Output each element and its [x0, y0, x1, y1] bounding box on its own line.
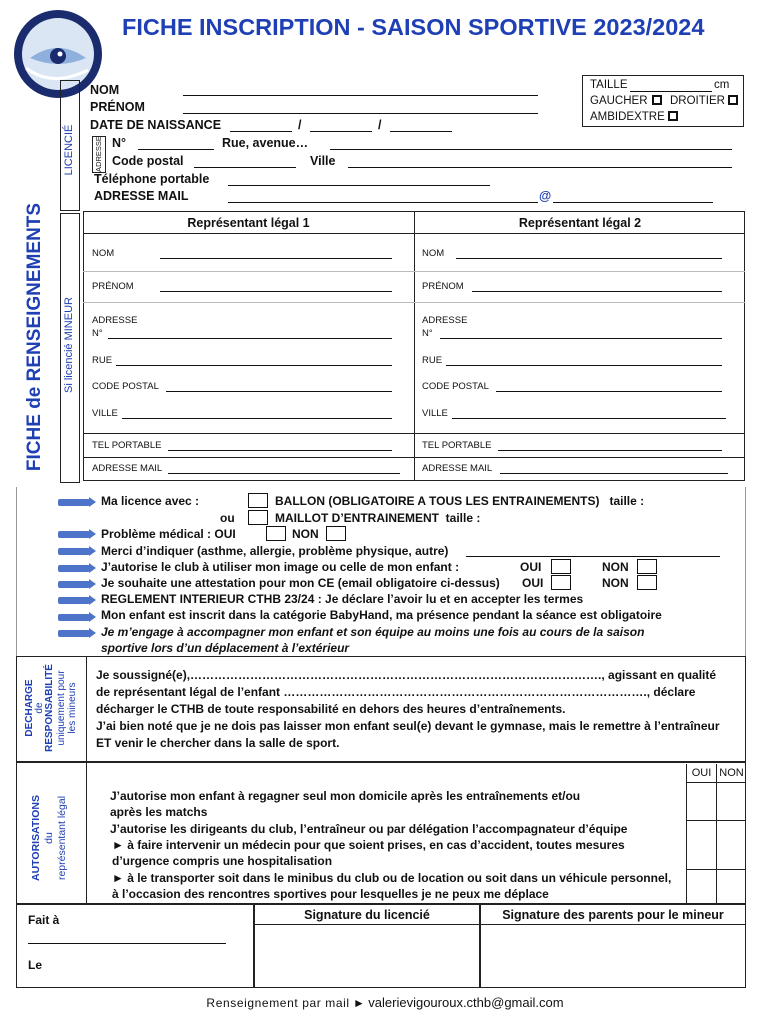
- ambidextre-checkbox[interactable]: [668, 111, 678, 121]
- decharge-side-label-1: DECHARGE: [24, 679, 35, 737]
- rue-label: Rue, avenue…: [222, 136, 309, 150]
- tel-label: Téléphone portable: [94, 172, 210, 186]
- footer-label: Renseignement par mail: [206, 996, 350, 1010]
- auth-line-7: à l’occasion des rencontres sportives pour lesquelles je ne peux me déplace: [112, 887, 549, 901]
- cp-label: Code postal: [112, 154, 184, 168]
- attestation-label: Je souhaite une attestation pour mon CE (email obligatoire ci-dessus): [101, 576, 500, 590]
- auth-line-5: d’urgence compris une hospitalisation: [112, 854, 333, 868]
- signature-parents-label: Signature des parents pour le mineur: [502, 908, 724, 922]
- rep1-cp-line[interactable]: [166, 391, 392, 392]
- autorisations-side-label-3: représentant légal: [56, 795, 68, 881]
- medical-non-checkbox[interactable]: [326, 526, 346, 541]
- rep1-prenom-label: PRÉNOM: [92, 281, 134, 292]
- cm-label: cm: [714, 79, 730, 91]
- image-non-label: NON: [602, 560, 629, 574]
- footer-email[interactable]: valerievigouroux.cthb@gmail.com: [368, 995, 564, 1010]
- arrow-icon: [58, 548, 90, 555]
- medical-non-label: NON: [292, 527, 319, 541]
- naissance-label: DATE DE NAISSANCE: [90, 118, 222, 132]
- image-oui-checkbox[interactable]: [551, 559, 571, 574]
- rep2-numero-label: N°: [422, 328, 433, 339]
- image-non-checkbox[interactable]: [637, 559, 657, 574]
- nom-line[interactable]: [183, 95, 538, 96]
- ou-label: ou: [220, 511, 235, 525]
- licencie-side-label: LICENCIÉ: [63, 124, 75, 176]
- decharge-line-1: Je soussigné(e),…………………………………………………………………………………………., agissant en qualité: [96, 668, 717, 682]
- auth-2-oui-cell[interactable]: [687, 821, 716, 869]
- attestation-non-label: NON: [602, 576, 629, 590]
- rep2-numero-line[interactable]: [440, 338, 722, 339]
- decharge-side-label-2: de: [34, 702, 45, 714]
- rue-line[interactable]: [330, 149, 732, 150]
- side-main-label: FICHE de RENSEIGNEMENTS: [24, 202, 45, 472]
- rep2-adresse-label: ADRESSE: [422, 315, 468, 326]
- decharge-side-label-5: les mineurs: [67, 682, 78, 734]
- auth-3-oui-cell[interactable]: [687, 870, 716, 904]
- medical-label: Problème médical : OUI: [101, 527, 236, 541]
- auth-oui-header: OUI: [691, 767, 712, 779]
- maillot-checkbox[interactable]: [248, 510, 268, 525]
- rep2-mail-line[interactable]: [500, 473, 728, 474]
- rep-row-sep: [83, 433, 745, 434]
- rep2-tel-label: TEL PORTABLE: [422, 440, 492, 451]
- prenom-line[interactable]: [183, 113, 538, 114]
- rep1-tel-label: TEL PORTABLE: [92, 440, 162, 451]
- decharge-side-label-4: uniquement pour: [56, 670, 67, 746]
- slash-2: /: [378, 118, 382, 132]
- rep2-nom-line[interactable]: [456, 258, 722, 259]
- ambidextre-label: AMBIDEXTRE: [590, 111, 665, 123]
- ballon-checkbox[interactable]: [248, 493, 268, 508]
- arrow-icon: [58, 614, 90, 621]
- page-title: FICHE INSCRIPTION - SAISON SPORTIVE 2023/2024: [122, 14, 705, 40]
- numero-label: N°: [112, 136, 127, 150]
- arrow-icon: [58, 531, 90, 538]
- rep2-title: Représentant légal 2: [518, 216, 642, 230]
- droitier-checkbox[interactable]: [728, 95, 738, 105]
- taille-line[interactable]: [630, 91, 712, 92]
- auth-line-2: après les matchs: [110, 805, 208, 819]
- rep2-ville-label: VILLE: [422, 408, 448, 419]
- merci-line[interactable]: [466, 556, 720, 557]
- mail-line-left[interactable]: [228, 202, 538, 203]
- rep1-rue-line[interactable]: [116, 365, 392, 366]
- auth-line-6: ► à le transporter soit dans le minibus du club ou de location ou soit dans un véhicule personnel,: [112, 871, 672, 885]
- rep1-mail-label: ADRESSE MAIL: [92, 463, 163, 474]
- adresse-tag: ADRESSE: [94, 136, 103, 172]
- droitier-label: DROITIER: [670, 95, 725, 107]
- arrow-icon: [58, 581, 90, 588]
- arrow-icon: [58, 597, 90, 604]
- medical-oui-checkbox[interactable]: [266, 526, 286, 541]
- numero-line[interactable]: [138, 149, 214, 150]
- rep2-rue-line[interactable]: [446, 365, 722, 366]
- birth-year-line[interactable]: [390, 131, 452, 132]
- autorisations-side-label-2: du: [43, 832, 55, 844]
- rep1-ville-label: VILLE: [92, 408, 118, 419]
- rep1-prenom-line[interactable]: [160, 291, 392, 292]
- autorisations-side-label-1: AUTORISATIONS: [30, 795, 42, 881]
- rep1-rue-label: RUE: [92, 355, 113, 366]
- rep1-mail-line[interactable]: [168, 473, 400, 474]
- rep1-nom-line[interactable]: [160, 258, 392, 259]
- at-sign: @: [539, 189, 552, 203]
- auth-1-non-cell[interactable]: [717, 783, 746, 820]
- taille-label: TAILLE: [590, 79, 628, 91]
- mail-label: ADRESSE MAIL: [94, 189, 189, 203]
- rep2-cp-label: CODE POSTAL: [422, 381, 489, 392]
- rep-row-sep: [83, 457, 745, 458]
- nom-label: NOM: [90, 83, 120, 97]
- rep2-prenom-label: PRÉNOM: [422, 281, 464, 292]
- auth-1-oui-cell[interactable]: [687, 783, 716, 820]
- birth-month-line[interactable]: [310, 131, 372, 132]
- arrow-icon: [58, 565, 90, 572]
- reglement-label: REGLEMENT INTERIEUR CTHB 23/24 : Je déclare l’avoir lu et en accepter les termes: [101, 592, 584, 606]
- mineur-side-label: Si licencié MINEUR: [63, 297, 75, 393]
- rep1-title: Représentant légal 1: [187, 216, 310, 230]
- image-oui-label: OUI: [520, 560, 542, 574]
- auth-line-1: J’autorise mon enfant à regagner seul mon domicile après les entraînements et/ou: [110, 789, 581, 803]
- fait-label: Fait à: [28, 913, 60, 927]
- attestation-oui-checkbox[interactable]: [551, 575, 571, 590]
- decharge-line-5: ET venir le chercher dans la salle de sport.: [96, 736, 340, 750]
- rep1-cp-label: CODE POSTAL: [92, 381, 159, 392]
- fait-line[interactable]: [28, 943, 226, 944]
- auth-2-non-cell[interactable]: [717, 821, 746, 869]
- gaucher-label: GAUCHER: [590, 95, 648, 107]
- representants-divider: [414, 211, 415, 481]
- ville-line[interactable]: [348, 167, 732, 168]
- arrow-icon: [58, 499, 90, 506]
- decharge-line-2: de représentant légal de l’enfant ………………………………………………………………………………., déclare: [96, 685, 696, 699]
- rep1-nom-label: NOM: [92, 248, 115, 259]
- le-label: Le: [28, 958, 43, 972]
- licence-avec-label: Ma licence avec :: [101, 494, 200, 508]
- rep1-adresse-label: ADRESSE: [92, 315, 138, 326]
- decharge-line-3: décharger le CTHB de toute responsabilité en dehors des heures d’entraînements.: [96, 702, 566, 716]
- birth-day-line[interactable]: [230, 131, 292, 132]
- autorisations-side-divider: [86, 762, 87, 904]
- maillot-label: MAILLOT D’ENTRAINEMENT taille :: [275, 511, 481, 525]
- footer: [0, 995, 770, 1010]
- prenom-label: PRÉNOM: [90, 100, 145, 114]
- arrow-right-icon: ►: [353, 996, 365, 1010]
- arrow-icon: [58, 630, 90, 637]
- engage-line-1: Je m’engage à accompagner mon enfant et son équipe au moins une fois au cours de la saison: [101, 625, 645, 639]
- signature-parents-underline: [480, 924, 746, 925]
- rep-row-sep: [83, 302, 745, 303]
- rep1-ville-line[interactable]: [122, 418, 392, 419]
- auth-non-header: NON: [719, 767, 744, 779]
- ballon-label: BALLON (OBLIGATOIRE A TOUS LES ENTRAINEMENTS) taille :: [275, 494, 645, 508]
- rep1-numero-label: N°: [92, 328, 103, 339]
- image-label: J’autorise le club à utiliser mon image ou celle de mon enfant :: [101, 560, 460, 574]
- rep1-numero-line[interactable]: [108, 338, 392, 339]
- rep2-nom-label: NOM: [422, 248, 445, 259]
- auth-line-4: ► à faire intervenir un médecin pour que soient prises, en cas d’accident, toutes mesures: [112, 838, 625, 852]
- cp-line[interactable]: [194, 167, 296, 168]
- auth-3-non-cell[interactable]: [717, 870, 746, 904]
- rep2-tel-line[interactable]: [498, 450, 722, 451]
- signature-licencie-label: Signature du licencié: [304, 908, 430, 922]
- attestation-oui-label: OUI: [522, 576, 544, 590]
- babyhand-label: Mon enfant est inscrit dans la catégorie BabyHand, ma présence pendant la séance est obligatoire: [101, 608, 662, 622]
- rep-row-sep: [83, 271, 745, 272]
- decharge-line-4: J’ai bien noté que je ne dois pas laisser mon enfant seul(e) devant le gymnase, mais le remettre à l’entraîneur: [96, 719, 720, 733]
- tel-line[interactable]: [228, 185, 490, 186]
- gaucher-checkbox[interactable]: [652, 95, 662, 105]
- rep2-mail-label: ADRESSE MAIL: [422, 463, 493, 474]
- rep1-tel-line[interactable]: [168, 450, 392, 451]
- auth-line-3: J’autorise les dirigeants du club, l’entraîneur ou par délégation l’accompagnateur d’équipe: [110, 822, 628, 836]
- rep2-rue-label: RUE: [422, 355, 443, 366]
- slash-1: /: [298, 118, 302, 132]
- rep2-ville-line[interactable]: [452, 418, 726, 419]
- rep2-prenom-line[interactable]: [472, 291, 722, 292]
- merci-label: Merci d’indiquer (asthme, allergie, problème physique, autre): [101, 544, 449, 558]
- ville-label: Ville: [310, 154, 336, 168]
- rep2-cp-line[interactable]: [496, 391, 722, 392]
- attestation-non-checkbox[interactable]: [637, 575, 657, 590]
- engage-line-2: sportive lors d’un déplacement à l’extérieur: [101, 641, 350, 655]
- rep-row-sep: [83, 233, 745, 234]
- signature-licencie-underline: [254, 924, 480, 925]
- mail-line-right[interactable]: [553, 202, 713, 203]
- decharge-side-label-3: RESPONSABILITÉ: [44, 664, 55, 752]
- decharge-side-divider: [86, 656, 87, 762]
